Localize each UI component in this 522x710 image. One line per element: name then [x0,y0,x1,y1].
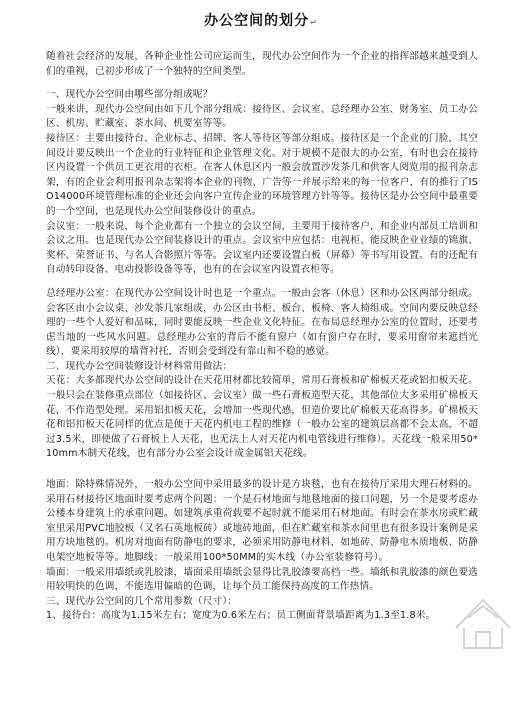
paragraph-components: 一般来讲，现代办公空间由如下几个部分组成：接待区、会议室、总经理办公室、财务室、员工办公区、机房、贮藏室、茶水间、机要室等等。 [46,103,478,130]
paragraph-reception-desk: 1、接待台：高度为1.15米左右；宽度为0.6米左右；员工侧面背景墙距离为1.3至1.8米。 [46,610,436,622]
page-title: 办公空间的划分↵ [204,13,318,29]
paragraph-wall: 墙面：一般采用墙纸或乳胶漆，墙面采用墙纸会显得比乳胶漆要高档一些。墙纸和乳胶漆的颜色要选用较明快的色调，不能选用偏暗的色调，让每个员工能保持高度的工作热情。 [46,566,478,593]
paragraph-ceo-office: 总经理办公室：在现代办公空间设计时也是一个重点。一般由会客（休息）区和办公区两部分组成。会客区由小会议桌、沙发茶几家组成，办公区由书柜、板台、板椅、客人椅组成。空间内要反映总经理的一些个人爱好和品味，同时要能反映一些企业文化特征。在布局总经理办公室的位置时，还要考虑当地的一些风水问题。总经理办公室的背后不能有窗户（如有窗户存在时，要采用窗帘来遮挡光线），要采用较厚的墙背衬托，否则会受到没有靠山和不稳的感觉。 [46,287,478,358]
heading-section-3: 三、现代办公空间的几个常用参数（尺寸）： [46,595,238,607]
paragraph-reception: 接待区：主要由接待台、企业标志、招牌、客人等待区等部分组成。接待区是一个企业的门脸，其空间设计要反映出一个企业的行业特征和企业管理文化。对于规模不是很大的办公室，有时也会在接待区内设置一个供员工更衣用的衣柜。在客人休息区内一般会放置沙发茶几和供客人阅览用的报刊杂志架，有的企业会利用报刊杂志架将本企业的刊物、广告等一并展示给来的每一位客户，有的推行了ISO14000环境管理标准的企业还会向客户宣传企业的环境管理方针等等。接待区是办公空间中最重要的一个空间，也是现代办公空间装修设计的重点。 [46,132,478,217]
paragraph-ceiling: 天花：大多都现代办公空间的设计在天花用材都比较简单，常用石膏板和矿棉板天花或铝扣板天花。一般只会在装修重点部位（如接待区、会议室）做一些石膏板造型天花，其他部位大多采用矿棉板天花，不作造型处理。采用铝扣板天花，会增加一些现代感，但造价要比矿棉板天花高得多。矿棉板天花和铝扣板天花同样的优点是便于天花内机电工程的维修（一般办公室的建筑层高都不会太高，不超过3.5米，即使做了石膏板上人天花，也无法上人对天花内机电管线进行维修）。天花线一般采用50*10mm木制天花线，也有部分办公室会设计成金属铝天花线。 [46,375,478,460]
page-title-text: 办公空间的划分 [204,13,310,29]
heading-section-1: 一、现代办公空间由哪些部分组成呢？ [46,89,213,101]
heading-section-2: 二、现代办公空间装修设计材料常用做法： [46,360,233,372]
paragraph-meeting-room: 会议室：一般来说，每个企业都有一个独立的会议空间，主要用于接待客户，和企业内部员工培训和会议之用。也是现代办公空间装修设计的重点。会议室中应包括：电视柜、能反映企业业绩的锦旗、奖杯、荣誉证书、与名人合影照片等等。会议室内还要设置白板（屏幕）等书写用设置。有的还配有自动转印设备、电动投影设备等等，也有的在会议室内设置衣柜等。 [46,220,478,276]
logo-watermark-icon [448,588,518,654]
paragraph-intro: 随着社会经济的发展，各种企业性公司应运而生，现代办公空间作为一个企业的指挥部越来越受到人们的重视，已初步形成了一个独特的空间类型。 [46,51,478,77]
paragraph-floor: 地面：除特殊情况外，一般办公空间中采用最多的设计是方块毯，也有在接待厅采用大理石材料的。采用石材接待区地面时要考虑两个问题：一个是石材地面与地毯地面的接口问题，另一个是要考虑办公楼本身建筑上的承重问题。如建筑承重荷载要不起时就不能采用石材地面。有时会在茶水房或贮藏室里采用PVC地胶板（又名石英地板砖）或地砖地面，但在贮藏室和茶水间里也有很多设计案例是采用方块地毯的。机房对地面有防静电的要求，必须采用防静电材料，如地砖、防静电木质地板、防静电架空地板等等。地脚线：一般采用100*50MM的实木线（办公室装修符号）。 [46,479,478,563]
document-body [46,50,478,624]
